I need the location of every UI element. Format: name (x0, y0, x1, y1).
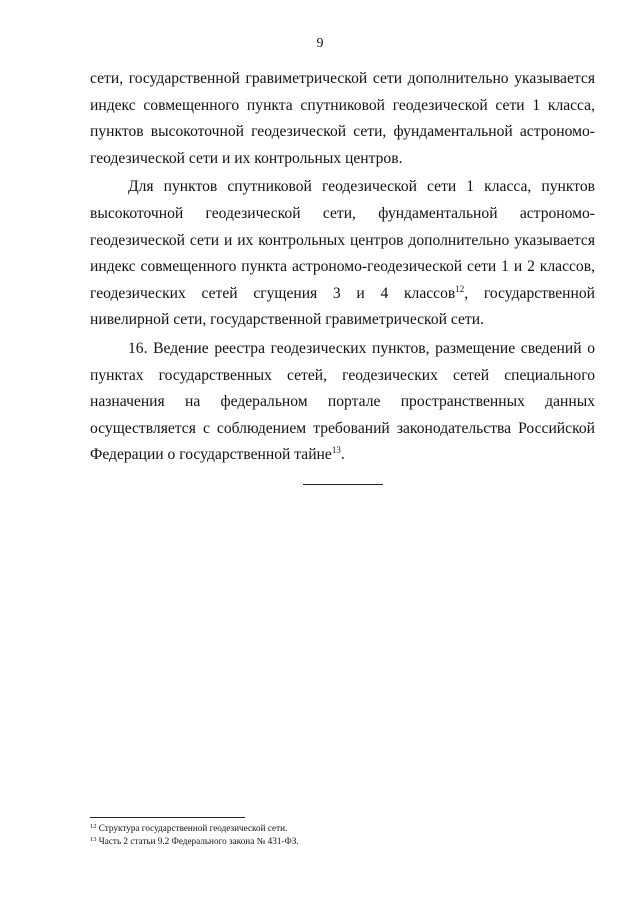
paragraph-text: , государственной нивелирной сети, государственной гравиметрической сети. (90, 284, 596, 329)
footnote-ref-12: 12 (455, 283, 465, 294)
paragraph-continuation: сети, государственной гравиметрической сети дополнительно указывается индекс совмещенного пункта спутниковой геодезической сети 1 класса, пунктов высокоточной геодезической сети, фундаментальной астрономо-геодезической сети и их контрольных центров. (90, 70, 595, 167)
footnote-mark: 13 (90, 836, 97, 843)
paragraph-text: . (340, 446, 345, 464)
footnote-text: Структура государственной геодезической сети. (96, 823, 288, 833)
paragraph-text: Для пунктов спутниковой геодезической сети 1 класса, пунктов высокоточной геодезической сети, фундаментальной астрономо-геодезической сети и их контрольных центров дополнительно указывается индекс совмещенного пункта астрономо-геодезической сети 1 и 2 классов, геодезических сетей сгущения 3 и 4 классов (90, 178, 595, 302)
paragraph-text: 16. Ведение реестра геодезических пунктов, размещение сведений о пунктах государственных сетей, геодезических сетей специального назначения на федеральном портале пространственных данных осуществляется с соблюдением требований законодательства Российской Федерации о государственной тайне (90, 339, 595, 464)
footnote-ref-13: 13 (331, 445, 341, 456)
footnotes (90, 822, 595, 848)
paragraph-satellite-network (90, 174, 595, 334)
footnote-mark: 12 (90, 823, 97, 830)
footnote-text: Часть 2 статьи 9.2 Федерального закона № 431-ФЗ. (96, 836, 299, 846)
body-text (90, 66, 595, 469)
page-number: 9 (316, 36, 324, 51)
end-of-text-rule (303, 484, 383, 485)
footnote-separator (90, 817, 245, 818)
footnote-13 (90, 835, 595, 848)
footnote-12 (90, 822, 595, 835)
paragraph-item-16 (90, 336, 595, 469)
